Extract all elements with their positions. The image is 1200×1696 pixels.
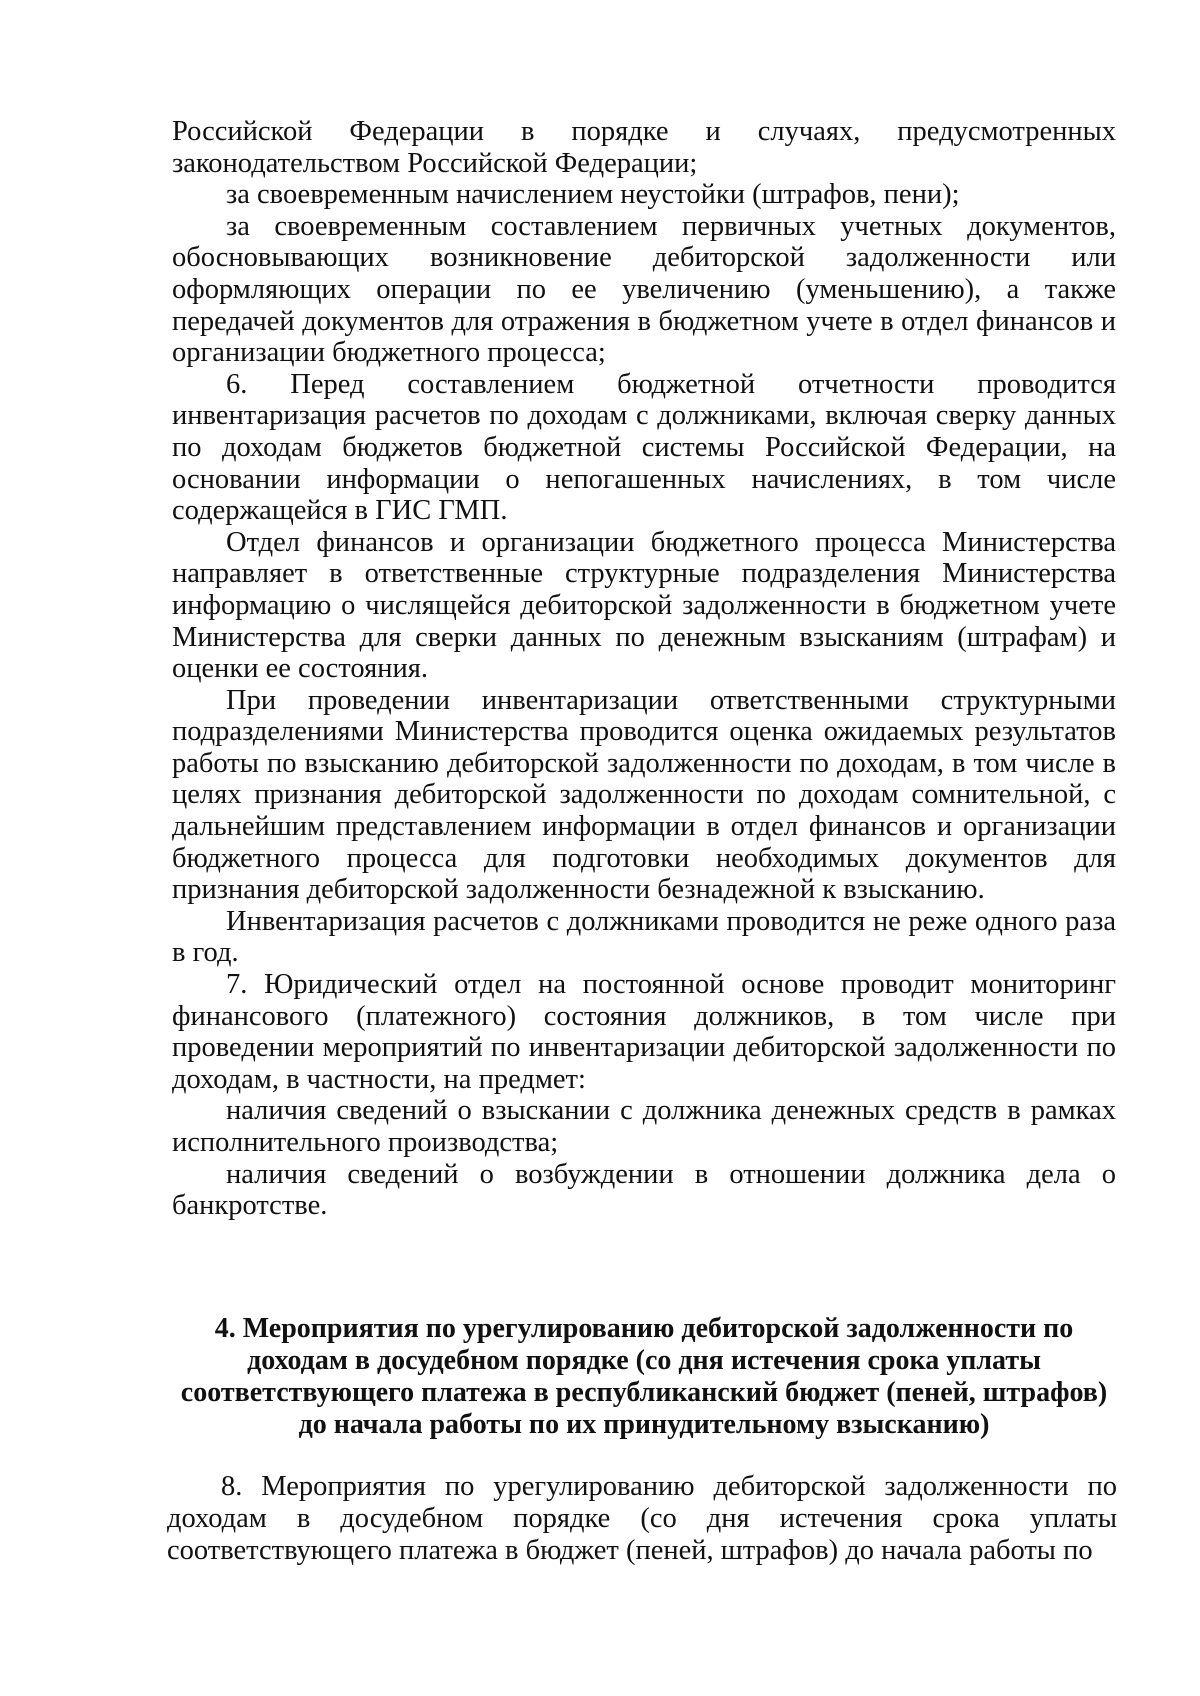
paragraph-penalty-accrual: за своевременным начислением неустойки (штрафов, пени); xyxy=(226,179,960,211)
paragraph-enforcement-info: наличия сведений о взыскании с должника денежных средств в рамках исполнительного производства; xyxy=(172,1095,1116,1158)
paragraph-finance-department: Отдел финансов и организации бюджетного процесса Министерства направляет в ответственные структурные подразделения Министерства информацию о числящейся дебиторской задолженности в бюджетном учете Министерства для сверки данных по денежным взысканиям (штрафам) и оценки ее состояния. xyxy=(172,526,1116,685)
paragraph-item-7: 7. Юридический отдел на постоянной основе проводит мониторинг финансового (платежного) состояния должников, в том числе при проведении мероприятий по инвентаризации дебиторской задолженности по доходам, в частности, на предмет: xyxy=(172,969,1116,1095)
paragraph-inventory-assessment: При проведении инвентаризации ответственными структурными подразделениями Министерства проводится оценка ожидаемых результатов работы по взысканию дебиторской задолженности по доходам, в том числе в целях признания дебиторской задолженности по доходам сомнительной, с дальнейшим представлением информации в отдел финансов и организации бюджетного процесса для подготовки необходимых документов для признания дебиторской задолженности безнадежной к взысканию. xyxy=(172,684,1116,906)
paragraph-item-8: 8. Мероприятия по урегулированию дебиторской задолженности по доходам в досудебном порядке (со дня истечения срока уплаты соответствующего платежа в бюджет (пеней, штрафов) до начала работы по xyxy=(167,1471,1117,1566)
paragraph-bankruptcy-info: наличия сведений о возбуждении в отношении должника дела о банкротстве. xyxy=(172,1158,1116,1222)
section-heading: 4. Мероприятия по урегулированию дебиторской задолженности по доходам в досудебном порядке (со дня истечения срока уплаты соответствующего платежа в республиканский бюджет (пеней, штрафов) до начала работы по их принудительному взысканию) xyxy=(180,1313,1108,1440)
paragraph-inventory-frequency: Инвентаризация расчетов с должниками проводится не реже одного раза в год. xyxy=(172,905,1116,969)
paragraph-primary-documents: за своевременным составлением первичных учетных документов, обосновывающих возникновение дебиторской задолженности или оформляющих операции по ее увеличению (уменьшению), а также передачей документов для отражения в бюджетном учете в отдел финансов и организации бюджетного процесса; xyxy=(172,210,1116,369)
body-text xyxy=(172,116,1116,1222)
paragraph-continuation: Российской Федерации в порядке и случаях, предусмотренных законодательством Российской Федерации; xyxy=(172,116,1116,179)
paragraph-item-6: 6. Перед составлением бюджетной отчетности проводится инвентаризация расчетов по доходам с должниками, включая сверку данных по доходам бюджетов бюджетной системы Российской Федерации, на основании информации о непогашенных начислениях, в том числе содержащейся в ГИС ГМП. xyxy=(172,368,1116,527)
